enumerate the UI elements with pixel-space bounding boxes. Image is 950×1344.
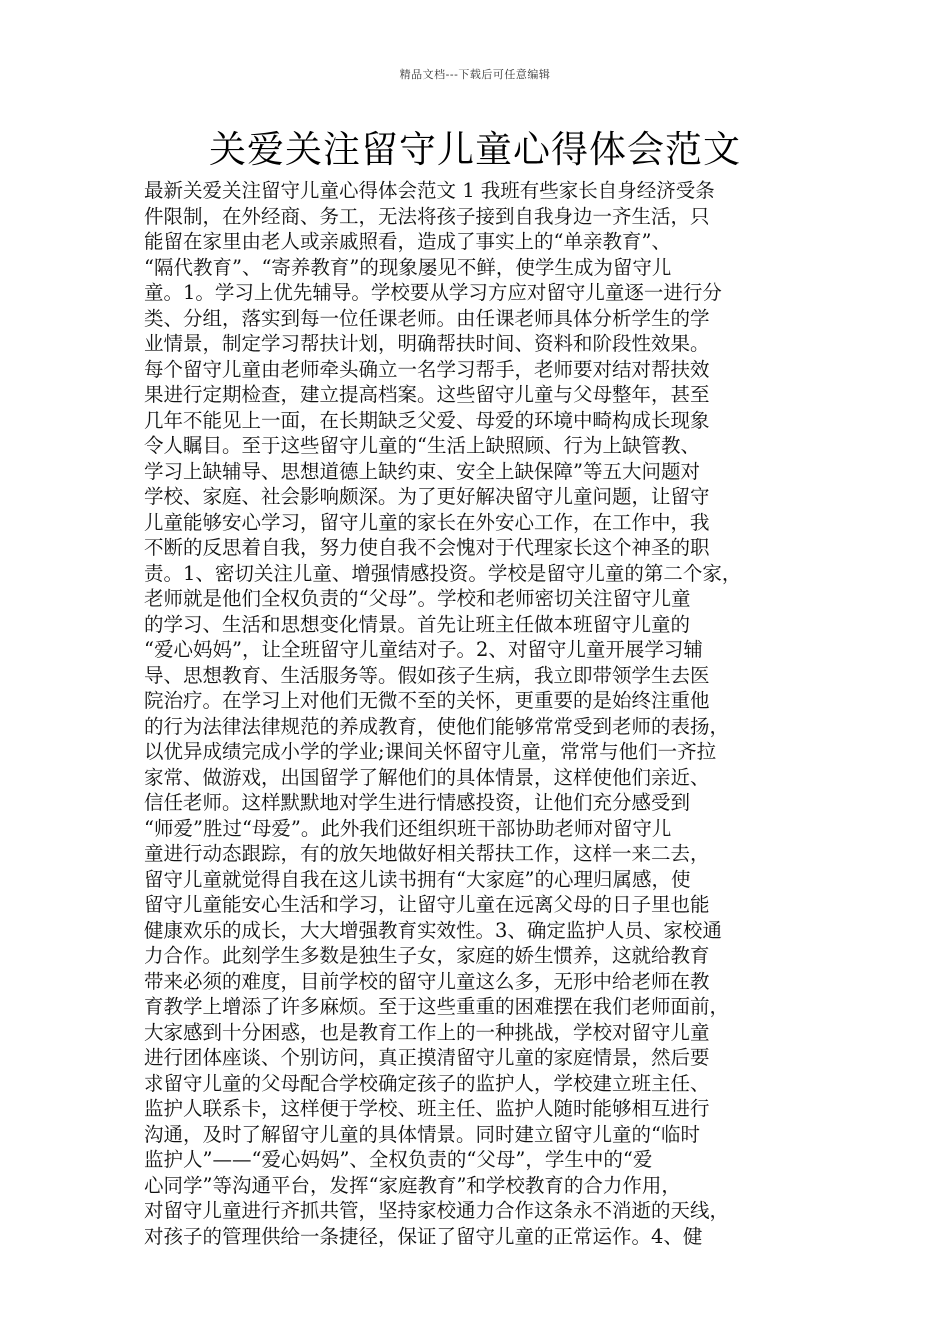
body-text-line: 以优异成绩完成小学的学业;课间关怀留守儿童，常常与他们一齐拉 bbox=[144, 740, 717, 763]
body-text-line: 力合作。此刻学生多数是独生子女，家庭的娇生惯养，这就给教育 bbox=[144, 944, 710, 967]
body-text-line: 业情景，制定学习帮扶计划，明确帮扶时间、资料和阶段性效果。 bbox=[144, 332, 710, 355]
body-text-line: 童进行动态跟踪，有的放矢地做好相关帮扶工作，这样一来二去， bbox=[144, 842, 710, 865]
body-text-line: 求留守儿童的父母配合学校确定孩子的监护人，学校建立班主任、 bbox=[144, 1071, 710, 1095]
body-text-line: 监护人联系卡，这样便于学校、班主任、监护人随时能够相互进行 bbox=[144, 1097, 710, 1120]
header-note: 精品文档---下载后可任意编辑 bbox=[399, 68, 551, 81]
body-text-line: 儿童能够安心学习，留守儿童的家长在外安心工作，在工作中，我 bbox=[144, 510, 710, 534]
body-text-line: 监护人”——“爱心妈妈”、全权负责的“父母”，学生中的“爱 bbox=[144, 1148, 653, 1171]
document-body bbox=[144, 178, 812, 1249]
body-text-line: 件限制，在外经商、务工，无法将孩子接到自我身边一齐生活，只 bbox=[144, 204, 710, 228]
body-text-line: 带来必须的难度，目前学校的留守儿童这么多，无形中给老师在教 bbox=[144, 969, 710, 993]
body-text-line: 健康欢乐的成长，大大增强教育实效性。3、确定监护人员、家校通 bbox=[144, 918, 722, 942]
body-text-line: “隔代教育”、“寄养教育”的现象屡见不鲜，使学生成为留守儿 bbox=[144, 255, 672, 279]
body-text-line: 进行团体座谈、个别访问，真正摸清留守儿童的家庭情景，然后要 bbox=[144, 1046, 710, 1069]
body-text-line: 的行为法律法律规范的养成教育，使他们能够常常受到老师的表扬， bbox=[144, 714, 730, 738]
body-text-line: 心同学”等沟通平台，发挥“家庭教育”和学校教育的合力作用， bbox=[144, 1173, 681, 1197]
body-text-line: 对孩子的管理供给一条捷径，保证了留守儿童的正常运作。4、健 bbox=[144, 1224, 703, 1248]
body-text-line: 最新关爱关注留守儿童心得体会范文 1 我班有些家长自身经济受条 bbox=[144, 179, 715, 202]
body-text-line: “师爱”胜过“母爱”。此外我们还组织班干部协助老师对留守儿 bbox=[144, 816, 672, 840]
body-text-line: 责。1、密切关注儿童、增强情感投资。学校是留守儿童的第二个家， bbox=[144, 561, 742, 585]
body-text-line: 每个留守儿童由老师牵头确立一名学习帮手，老师要对结对帮扶效 bbox=[144, 357, 710, 381]
body-text-line: 老师就是他们全权负责的“父母”。学校和老师密切关注留守儿童 bbox=[144, 587, 691, 610]
body-text-line: 家常、做游戏，出国留学了解他们的具体情景，这样使他们亲近、 bbox=[144, 765, 710, 789]
body-text-line: 对留守儿童进行齐抓共管，坚持家校通力合作这条永不消逝的天线， bbox=[144, 1199, 730, 1222]
body-text-line: 院治疗。在学习上对他们无微不至的关怀，更重要的是始终注重他 bbox=[144, 689, 710, 712]
body-text-line: 信任老师。这样默默地对学生进行情感投资，让他们充分感受到 bbox=[144, 791, 691, 814]
body-text-line: “爱心妈妈”，让全班留守儿童结对子。2、对留守儿童开展学习辅 bbox=[144, 638, 703, 661]
body-text-line: 沟通，及时了解留守儿童的具体情景。同时建立留守儿童的“临时 bbox=[144, 1122, 700, 1146]
body-text-line: 留守儿童就觉得自我在这儿读书拥有“大家庭”的心理归属感，使 bbox=[144, 867, 691, 891]
body-text-line: 能留在家里由老人或亲戚照看，造成了事实上的“单亲教育”、 bbox=[144, 230, 671, 253]
body-text-line: 几年不能见上一面，在长期缺乏父爱、母爱的环境中畸构成长现象 bbox=[144, 408, 710, 432]
body-text-line: 不断的反思着自我，努力使自我不会愧对于代理家长这个神圣的职 bbox=[144, 536, 710, 559]
document-title: 关爱关注留守儿童心得体会范文 bbox=[209, 128, 741, 171]
body-text-line: 导、思想教育、生活服务等。假如孩子生病，我立即带领学生去医 bbox=[144, 663, 710, 687]
body-text-line: 令人瞩目。至于这些留守儿童的“生活上缺照顾、行为上缺管教、 bbox=[144, 434, 700, 457]
body-text-line: 育教学上增添了许多麻烦。至于这些重重的困难摆在我们老师面前， bbox=[144, 995, 730, 1018]
body-text-line: 童。1。学习上优先辅导。学校要从学习方应对留守儿童逐一进行分 bbox=[144, 281, 722, 304]
body-text-line: 果进行定期检查，建立提高档案。这些留守儿童与父母整年，甚至 bbox=[144, 383, 710, 406]
body-text-line: 类、分组，落实到每一位任课老师。由任课老师具体分析学生的学 bbox=[144, 306, 710, 330]
body-text-line: 学习上缺辅导、思想道德上缺约束、安全上缺保障”等五大问题对 bbox=[144, 459, 700, 483]
body-text-line: 大家感到十分困惑，也是教育工作上的一种挑战，学校对留守儿童 bbox=[144, 1020, 710, 1044]
body-text-line: 留守儿童能安心生活和学习，让留守儿童在远离父母的日子里也能 bbox=[144, 893, 710, 916]
body-text-line: 学校、家庭、社会影响颇深。为了更好解决留守儿童问题，让留守 bbox=[144, 485, 710, 508]
body-text-line: 的学习、生活和思想变化情景。首先让班主任做本班留守儿童的 bbox=[144, 612, 691, 636]
